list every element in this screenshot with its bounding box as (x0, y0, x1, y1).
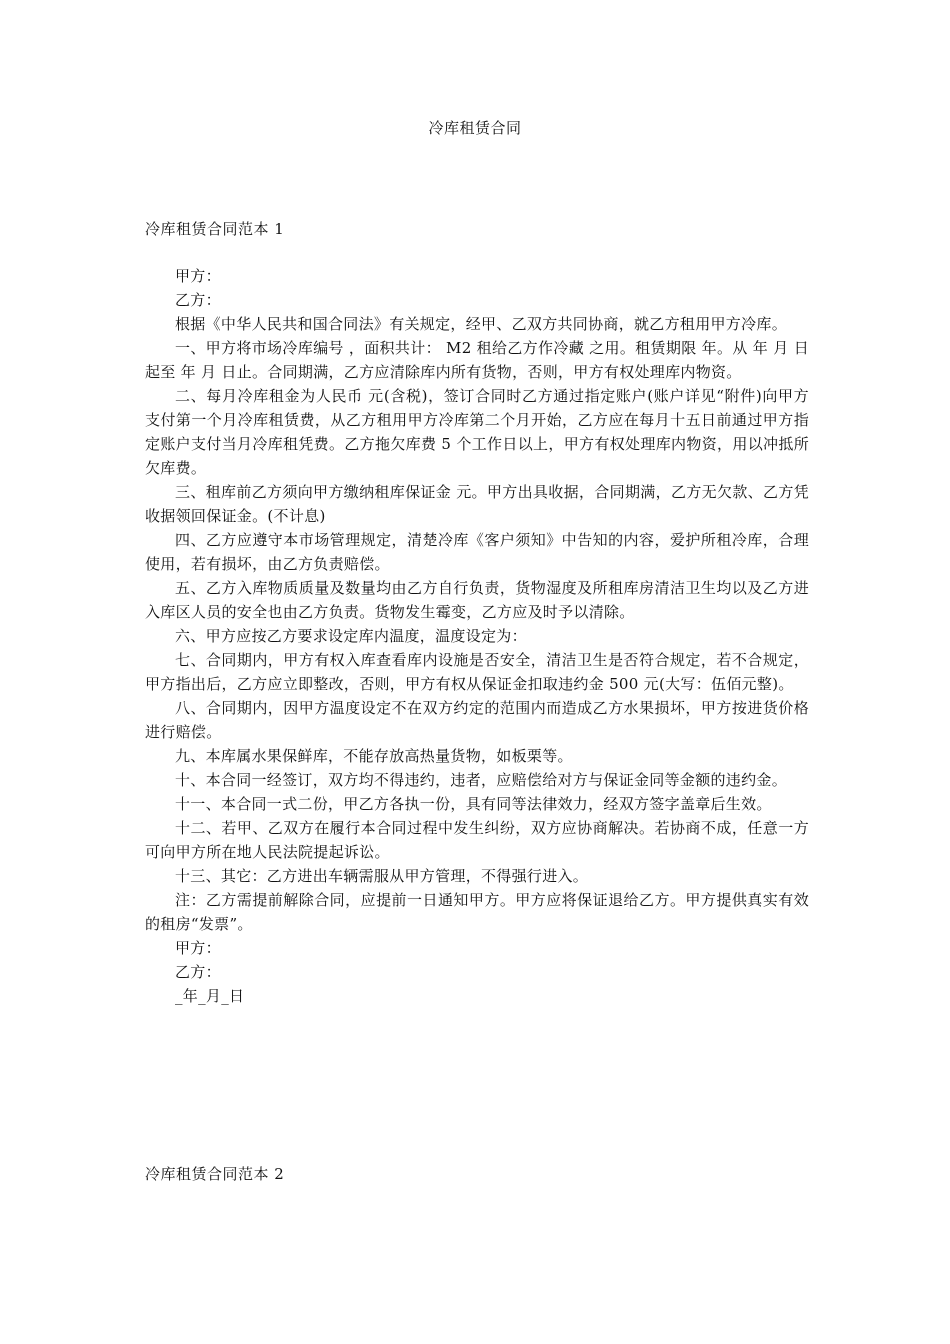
clause-9: 九、本库属水果保鲜库，不能存放高热量货物，如板栗等。 (175, 747, 573, 765)
clause-7: 七、合同期内，甲方有权入库查看库内设施是否安全，清洁卫生是否符合规定，若不合规定，甲方指出后，乙方应立即整改，否则，甲方有权从保证金扣取违约金 500 元(大写：伍佰元整)。 (145, 651, 809, 693)
signature-party-b: 乙方： (175, 963, 221, 981)
clause-13: 十三、其它：乙方进出车辆需服从甲方管理，不得强行进入。 (175, 867, 589, 885)
clause-12: 十二、若甲、乙双方在履行本合同过程中发生纠纷，双方应协商解决。若协商不成，任意一方可向甲方所在地人民法院提起诉讼。 (145, 819, 809, 861)
clause-10: 十、本合同一经签订，双方均不得违约，违者，应赔偿给对方与保证金同等金额的违约金。 (175, 771, 788, 789)
clause-5: 五、乙方入库物质质量及数量均由乙方自行负责，货物湿度及所租库房清洁卫生均以及乙方进入库区人员的安全也由乙方负责。货物发生霉变，乙方应及时予以清除。 (145, 579, 809, 621)
note-paragraph: 注：乙方需提前解除合同，应提前一日通知甲方。甲方应将保证退给乙方。甲方提供真实有效的租房“发票”。 (145, 891, 809, 933)
clause-4: 四、乙方应遵守本市场管理规定，清楚冷库《客户须知》中告知的内容，爱护所租冷库，合理使用，若有损坏，由乙方负责赔偿。 (145, 531, 809, 573)
clause-11: 十一、本合同一式二份，甲乙方各执一份，具有同等法律效力，经双方签字盖章后生效。 (175, 795, 772, 813)
contract-body (145, 264, 809, 1008)
section-heading-2: 冷库租赁合同范本 2 (145, 1165, 285, 1183)
party-b-line: 乙方： (175, 291, 221, 309)
clause-2: 二、每月冷库租金为人民币 元(含税)，签订合同时乙方通过指定账户(账户详见“附件)向甲方支付第一个月冷库租赁费，从乙方租用甲方冷库第二个月开始，乙方应在每月十五日前通过甲方指定账户支付当月冷库租凭费。乙方拖欠库费 5 个工作日以上，甲方有权处理库内物资，用以冲抵所欠库费。 (145, 387, 809, 477)
signature-date: _年_月_日 (175, 987, 245, 1005)
party-a-line: 甲方： (175, 267, 221, 285)
signature-party-a: 甲方： (175, 939, 221, 957)
section-heading-1: 冷库租赁合同范本 1 (145, 220, 285, 238)
clause-1: 一、甲方将市场冷库编号 ，面积共计： M2 租给乙方作冷藏 之用。租赁期限 年。从 年 月 日起至 年 月 日止。合同期满，乙方应清除库内所有货物，否则，甲方有权处理库内物资。 (145, 339, 809, 381)
clause-6: 六、甲方应按乙方要求设定库内温度，温度设定为： (175, 627, 527, 645)
document-title: 冷库租赁合同 (428, 119, 522, 137)
clause-3: 三、租库前乙方须向甲方缴纳租库保证金 元。甲方出具收据，合同期满，乙方无欠款、乙方凭收据领回保证金。(不计息) (145, 483, 809, 525)
clause-8: 八、合同期内，因甲方温度设定不在双方约定的范围内而造成乙方水果损坏，甲方按进货价格进行赔偿。 (145, 699, 809, 741)
preamble-paragraph: 根据《中华人民共和国合同法》有关规定，经甲、乙双方共同协商，就乙方租用甲方冷库。 (175, 315, 788, 333)
